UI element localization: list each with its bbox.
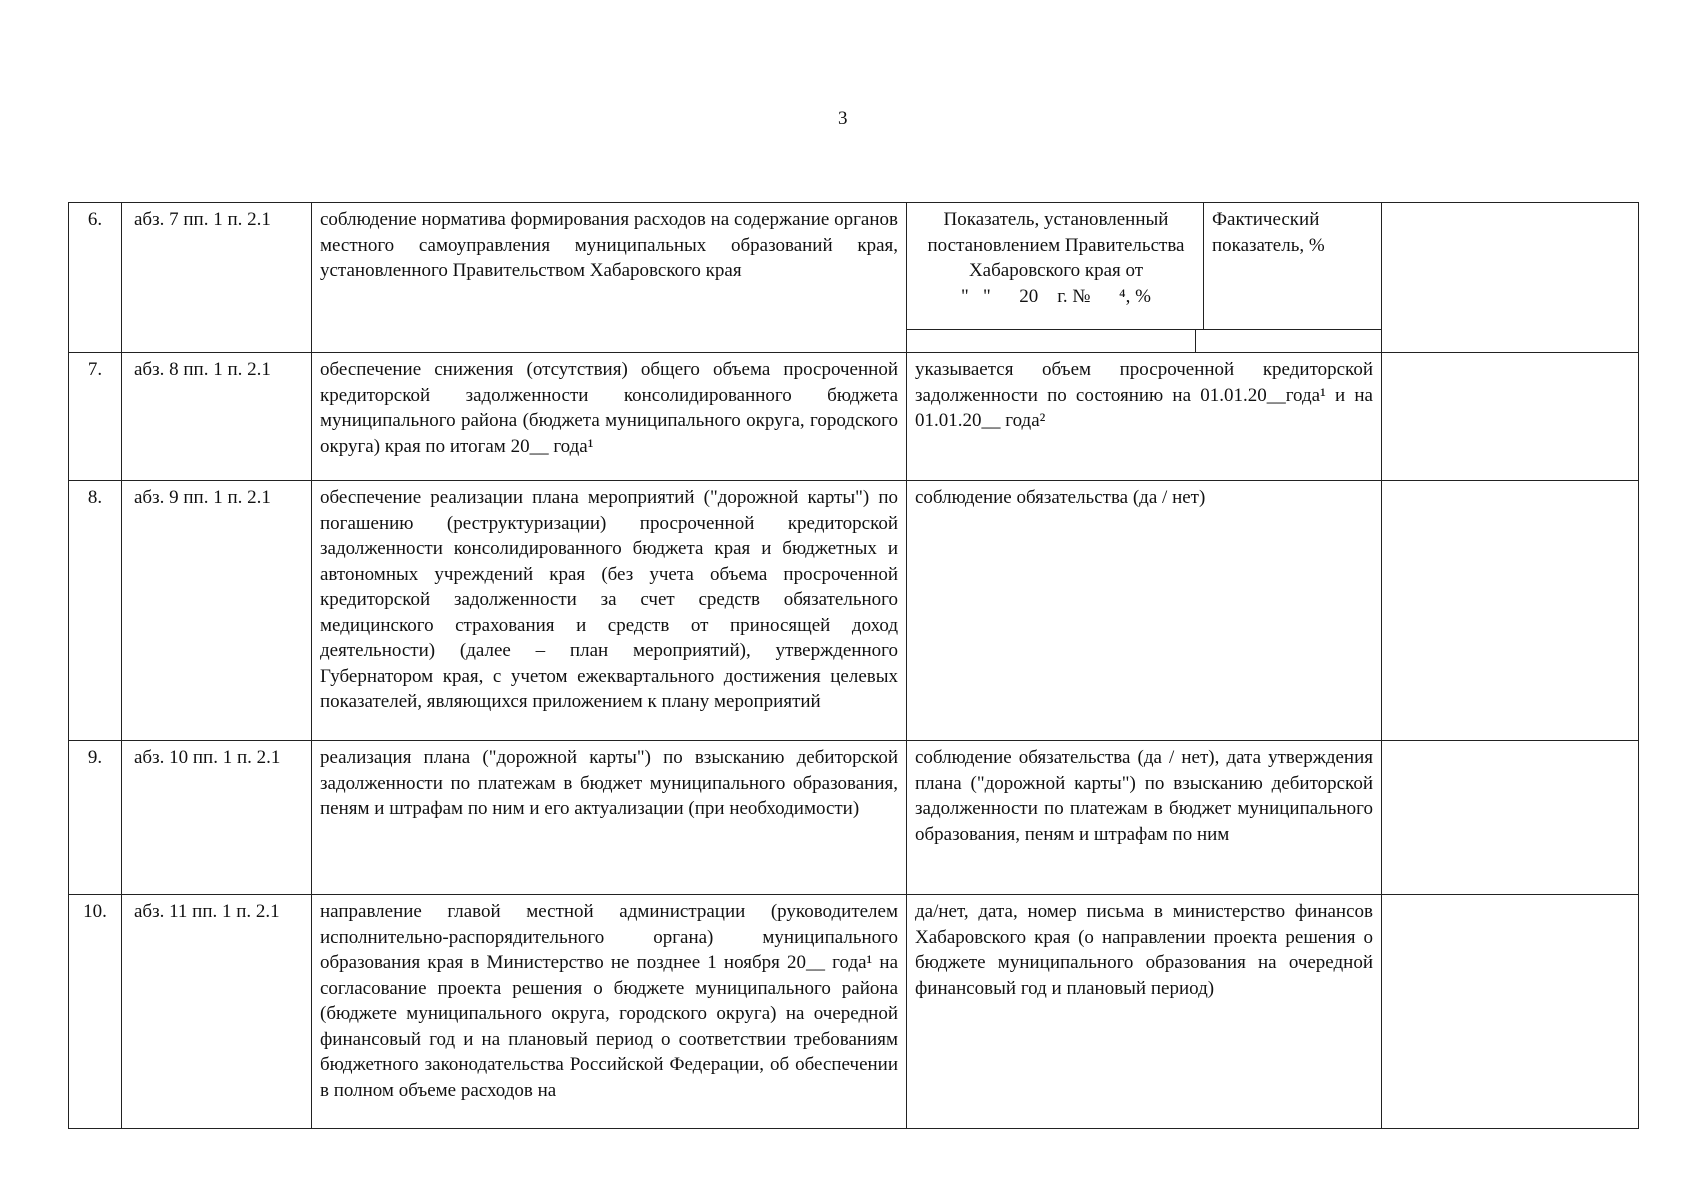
row-note (1382, 741, 1639, 895)
indicator-established: Показатель, установленный постановлением Правительства Хабаровского края от (927, 209, 1185, 281)
row-number: 6. (69, 203, 122, 353)
row-obligation: соблюдение норматива формирования расходов на содержание органов местного самоуправления муниципальных образований края, установленного Правительством Хабаровского края (312, 203, 907, 353)
row-note (1382, 895, 1639, 1129)
table-row (69, 895, 1639, 1129)
row-obligation: направление главой местной администрации (руководителем исполнительно-распорядительного органа) муниципального образования края в Министерство не позднее 1 ноября 20__ года¹ на согласование проекта решения о бюджете муниципального района (бюджете муниципального округа, городского округа) на очередной финансовый год и на плановый период о соответствии требованиям бюджетного законодательства Российской Федерации, об обеспечении в полном объеме расходов на (312, 895, 907, 1129)
row-number: 8. (69, 481, 122, 741)
table-row (69, 481, 1639, 741)
row-number: 10. (69, 895, 122, 1129)
obligations-table (68, 202, 1639, 1129)
row-note (1382, 203, 1639, 353)
page-number: 3 (838, 108, 848, 129)
row-obligation: обеспечение реализации плана мероприятий ("дорожной карты") по погашению (реструктуризации) просроченной кредиторской задолженности консолидированного бюджета края и бюджетных и автономных учреждений края (без учета объема просроченной кредиторской задолженности за счет средств обязательного медицинского страхования и средств от приносящей доход деятельности) (далее – план мероприятий), утвержденного Губернатором края, с учетом ежеквартального достижения целевых показателей, являющихся приложением к плану мероприятий (312, 481, 907, 741)
row-indicator: соблюдение обязательства (да / нет) (907, 481, 1382, 741)
row-reference: абз. 10 пп. 1 п. 2.1 (122, 741, 312, 895)
row-note (1382, 353, 1639, 481)
row-note (1382, 481, 1639, 741)
row-indicator: указывается объем просроченной кредиторской задолженности по состоянию на 01.01.20__года¹ и на 01.01.20__ года² (907, 353, 1382, 481)
row-reference: абз. 11 пп. 1 п. 2.1 (122, 895, 312, 1129)
row-obligation: реализация плана ("дорожной карты") по взысканию дебиторской задолженности по платежам в бюджет муниципального образования, пеням и штрафам по ним и его актуализации (при необходимости) (312, 741, 907, 895)
row-number: 9. (69, 741, 122, 895)
table-row (69, 353, 1639, 481)
row-indicator: да/нет, дата, номер письма в министерство финансов Хабаровского края (о направлении проекта решения о бюджете муниципального образования на очередной финансовый год и плановый период) (907, 895, 1382, 1129)
table-row (69, 203, 1639, 353)
indicator-actual: Фактический показатель, % (1212, 209, 1325, 256)
row-indicator: соблюдение обязательства (да / нет), дата утверждения плана ("дорожной карты") по взысканию дебиторской задолженности по платежам в бюджет муниципального образования, пеням и штрафам по ним (907, 741, 1382, 895)
row-reference: абз. 8 пп. 1 п. 2.1 (122, 353, 312, 481)
row-reference: абз. 7 пп. 1 п. 2.1 (122, 203, 312, 353)
row-obligation: обеспечение снижения (отсутствия) общего объема просроченной кредиторской задолженности консолидированного бюджета муниципального района (бюджета муниципального округа, городского округа) края по итогам 20__ года¹ (312, 353, 907, 481)
row-indicator (907, 203, 1382, 353)
row-reference: абз. 9 пп. 1 п. 2.1 (122, 481, 312, 741)
row-number: 7. (69, 353, 122, 481)
table-row (69, 741, 1639, 895)
indicator-date-line: " " 20 г. № ⁴, % (961, 285, 1151, 307)
